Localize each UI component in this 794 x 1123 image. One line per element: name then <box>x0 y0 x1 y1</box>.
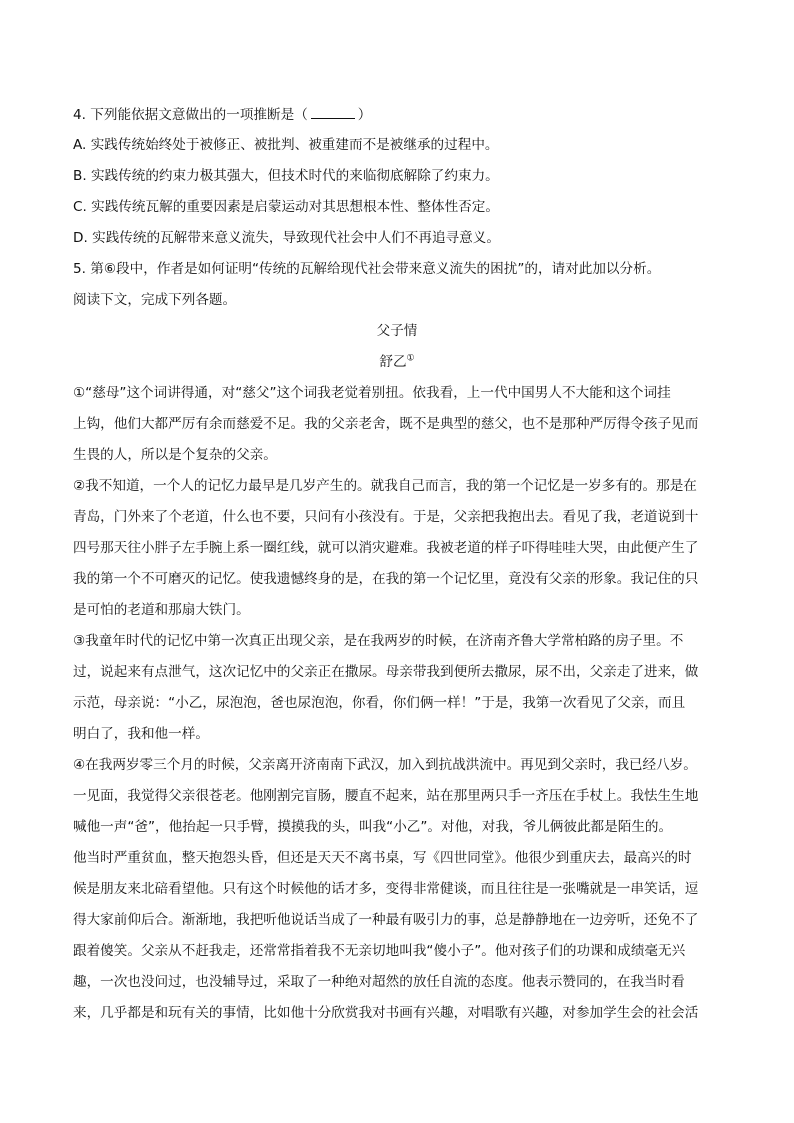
paragraph-4-line-4: 他当时严重贫血，整天抱怨头昏，但还是天天不离书桌，写《四世同堂》。他很少到重庆去，最高兴的时 <box>73 850 692 866</box>
article-author: 舒乙① <box>379 353 415 370</box>
paragraph-4-line-1: ④在我两岁零三个月的时候，父亲离开济南南下武汉，加入到抗战洪流中。再见到父亲时，我已经八岁。 <box>73 757 697 773</box>
question-5-stem: 5. 第⑥段中，作者是如何证明“传统的瓦解给现代社会带来意义流失的困扰”的，请对此加以分析。 <box>73 261 661 277</box>
paragraph-2-line-5: 是可怕的老道和那扇大铁门。 <box>73 602 250 618</box>
paragraph-1-line-1: ①“慈母”这个词讲得通，对“慈父”这个词我老觉着别扭。依我看，上一代中国男人不大能和这个词挂 <box>73 385 671 401</box>
paragraph-4-line-6: 得大家前仰后合。渐渐地，我把听他说话当成了一种最有吸引力的事，总是静静地在一边旁听，还免不了 <box>73 912 699 928</box>
answer-blank <box>311 104 355 119</box>
option-d: D. 实践传统的瓦解带来意义流失，导致现代社会中人们不再追寻意义。 <box>73 230 500 246</box>
paragraph-4-line-9: 来，几乎都是和玩有关的事情，比如他十分欣赏我对书画有兴趣，对唱歌有兴趣，对参加学生会的社会活 <box>73 1005 699 1021</box>
paragraph-4-line-2: 一见面，我觉得父亲很苍老。他刚割完盲肠，腰直不起来，站在那里两只手一齐压在手杖上。我怯生生地 <box>73 788 699 804</box>
paragraph-4-line-7: 跟着傻笑。父亲从不赶我走，还常常指着我不无亲切地叫我“傻小子”。他对孩子们的功课和成绩毫无兴 <box>73 943 686 959</box>
paragraph-3-line-3: 示范，母亲说：“小乙，尿泡泡，爸也尿泡泡，你看，你们俩一样！”于是，我第一次看见了父亲，而且 <box>73 695 686 711</box>
article-title: 父子情 <box>376 323 418 339</box>
question-4-stem: 4. 下列能依据文意做出的一项推断是（ ） <box>73 104 371 125</box>
paragraph-2-line-2: 青岛，门外来了个老道，什么也不要，只问有小孩没有。于是，父亲把我抱出去。看见了我，老道说到十 <box>73 509 699 525</box>
paragraph-3-line-1: ③我童年时代的记忆中第一次真正出现父亲，是在我两岁的时候，在济南齐鲁大学常柏路的房子里。不 <box>73 633 684 649</box>
paragraph-3-line-4: 明白了，我和他一样。 <box>73 726 209 742</box>
option-a: A. 实践传统始终处于被修正、被批判、被重建而不是被继承的过程中。 <box>73 137 499 153</box>
paragraph-2-line-3: 四号那天往小胖子左手腕上系一圈红线，就可以消灾避难。我被老道的样子吓得哇哇大哭，由此便产生了 <box>73 540 699 556</box>
paragraph-4-line-8: 趣，一次也没问过，也没辅导过，采取了一种绝对超然的放任自流的态度。他表示赞同的，在我当时看 <box>73 974 685 990</box>
paragraph-2-line-1: ②我不知道，一个人的记忆力最早是几岁产生的。就我自己而言，我的第一个记忆是一岁多有的。那是在 <box>73 478 697 494</box>
option-b: B. 实践传统的约束力极其强大，但技术时代的来临彻底解除了约束力。 <box>73 168 499 184</box>
paragraph-4-line-3: 喊他一声“爸”，他抬起一只手臂，摸摸我的头，叫我“小乙”。对他，对我，爷儿俩彼此都是陌生的。 <box>73 819 673 835</box>
option-c: C. 实践传统瓦解的重要因素是启蒙运动对其思想根本性、整体性否定。 <box>73 199 499 215</box>
paragraph-2-line-4: 我的第一个不可磨灭的记忆。使我遗憾终身的是，在我的第一个记忆里，竟没有父亲的形象。我记住的只 <box>73 571 699 587</box>
paragraph-4-line-5: 候是朋友来北碚看望他。只有这个时候他的话才多，变得非常健谈，而且往往是一张嘴就是一串笑话，逗 <box>73 881 699 897</box>
paragraph-3-line-2: 过，说起来有点泄气，这次记忆中的父亲正在撒尿。母亲带我到便所去撒尿，尿不出，父亲走了进来，做 <box>73 664 699 680</box>
reading-instruction: 阅读下文，完成下列各题。 <box>73 292 237 308</box>
paragraph-1-line-3: 生畏的人，所以是个复杂的父亲。 <box>73 447 277 463</box>
paragraph-1-line-2: 上钩，他们大都严厉有余而慈爱不足。我的父亲老舍，既不是典型的慈父，也不是那种严厉得令孩子见而 <box>73 416 699 432</box>
